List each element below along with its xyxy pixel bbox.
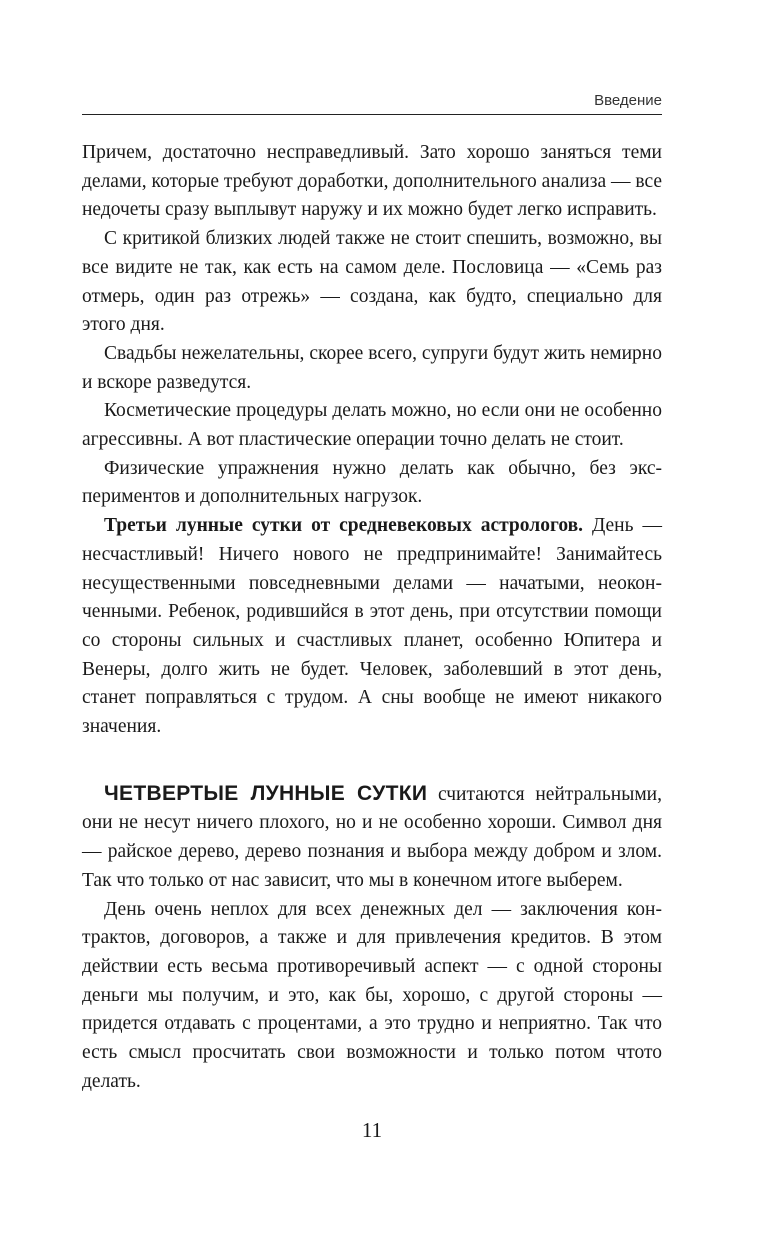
run-in-heading: Третьи лунные сутки от средневековых астрологов. [104, 515, 583, 537]
running-header: Введение [594, 92, 662, 109]
paragraph-7-text: считаются нейтральными, они не несут ничего плохого, но и не особенно хороши. Символ дня — райское дерево, дерево познания и выбора между добром и злом. Так что только от нас зависит, что мы в конечном итоге выберем. [82, 783, 662, 891]
paragraph-3: Свадьбы нежелательны, скорее всего, супруги будут жить немирно и вскоре разведутся. [82, 342, 662, 393]
section-heading: ЧЕТВЕРТЫЕ ЛУННЫЕ СУТКИ [104, 781, 428, 805]
paragraph-1: Причем, достаточно несправедливый. Зато хорошо заняться теми делами, которые требуют доработки, дополнительного анализа — все недочеты сразу выплывут наружу и их можно будет легко исправить. [82, 142, 662, 221]
body-text [82, 139, 662, 1097]
paragraph-8: День очень неплох для всех денежных дел — заключения контрактов, договоров, а также и для привлечения кредитов. В этом действии есть весьма противоречивый аспект — с одной стороны деньги мы получим, и это, как бы, хорошо, с другой стороны — придется отдавать с процентами, а это трудно и неприятно. Так что есть смысл просчитать свои возможности и только потом чтото делать. [82, 898, 662, 1092]
paragraph-6-text: День — несчастливый! Ничего нового не предпринимайте! Занимайтесь несущественными повседневными делами — начатыми, неоконченными. Ребенок, родившийся в этот день, при отсутствии помощи со стороны сильных и счастливых планет, особенно Юпитера и Венеры, долго жить не будет. Человек, заболевший в этот день, станет поправляться с трудом. А сны вообще не имеют никакого значения. [82, 515, 662, 738]
paragraph-4: Косметические процедуры делать можно, но если они не особенно агрессивны. А вот пластические операции точно делать не стоит. [82, 400, 662, 451]
paragraph-6 [82, 512, 662, 742]
paragraph-5: Физические упражнения нужно делать как обычно, без экспериментов и дополнительных нагрузок. [82, 457, 662, 508]
page-number: 11 [361, 1118, 383, 1142]
paragraph-7 [82, 780, 662, 896]
header-rule [82, 114, 662, 115]
paragraph-2: С критикой близких людей также не стоит спешить, возможно, вы все видите не так, как есть на самом деле. Пословица — «Семь раз отмерь, один раз отрежь» — создана, как будто, специально для этого дня. [82, 228, 662, 336]
